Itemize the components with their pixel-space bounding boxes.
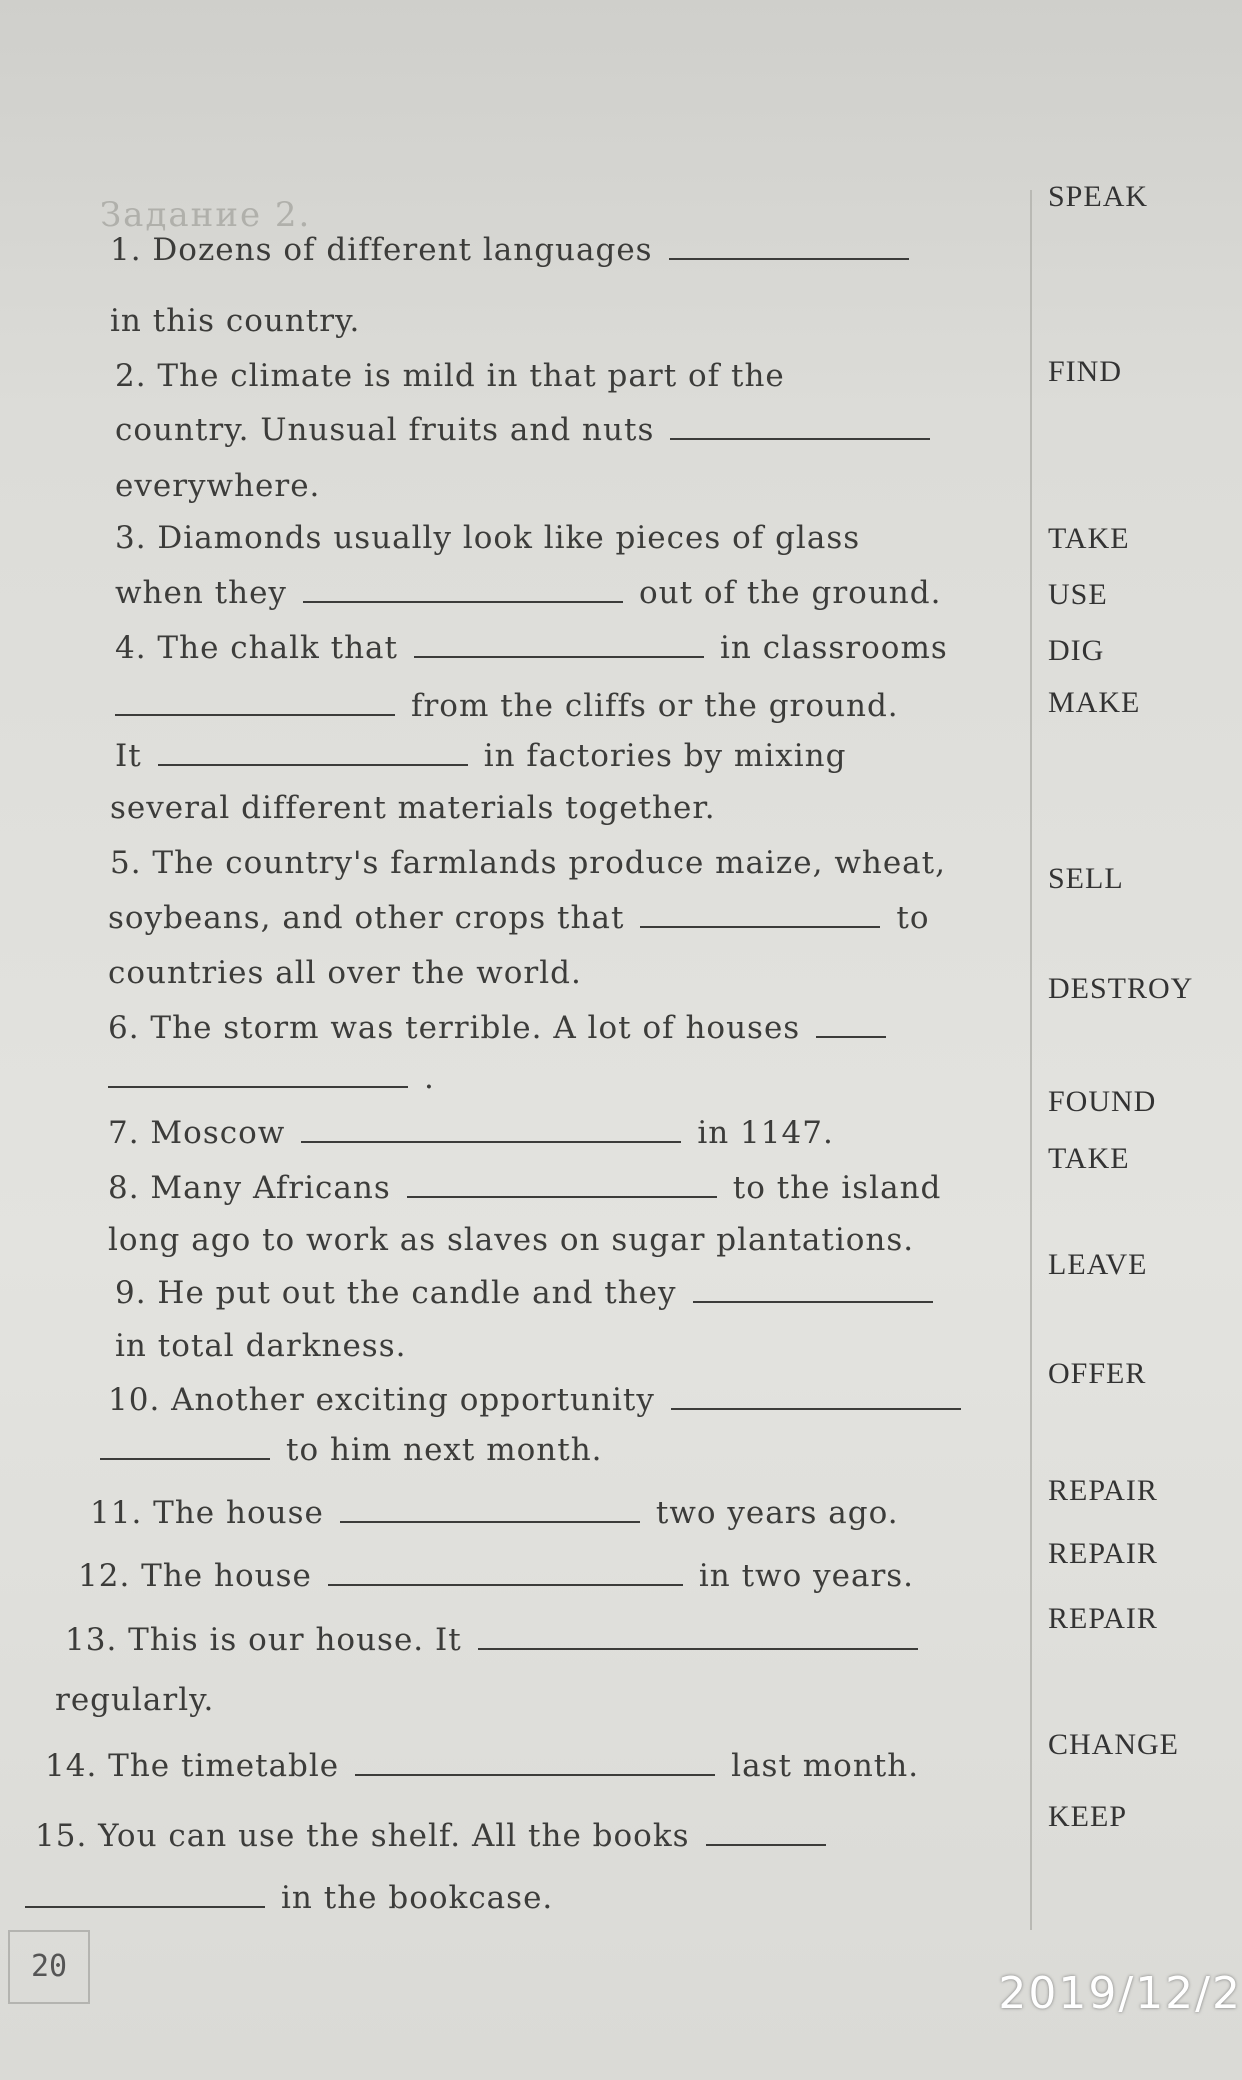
sentence-line: 6. The storm was terrible. A lot of houses xyxy=(108,1010,902,1046)
verb-hint: SPEAK xyxy=(1048,180,1149,213)
sentence-line: regularly. xyxy=(55,1682,215,1718)
answer-blank[interactable] xyxy=(100,1432,270,1460)
sentence-line: soybeans, and other crops that to xyxy=(108,900,930,936)
answer-blank[interactable] xyxy=(340,1495,640,1523)
sentence-line: 1. Dozens of different languages xyxy=(110,232,925,268)
verb-hint: DESTROY xyxy=(1048,972,1194,1005)
sentence-line: 2. The climate is mild in that part of the xyxy=(115,358,785,394)
sentence-line: 5. The country's farmlands produce maize, wheat, xyxy=(110,845,946,881)
sentence-line: everywhere. xyxy=(115,468,321,504)
answer-blank[interactable] xyxy=(816,1010,886,1038)
answer-blank[interactable] xyxy=(478,1622,918,1650)
sentence-line: 10. Another exciting opportunity xyxy=(108,1382,977,1418)
sentence-line: countries all over the world. xyxy=(108,955,582,991)
sentence-line: 15. You can use the shelf. All the books xyxy=(35,1818,842,1854)
answer-blank[interactable] xyxy=(407,1170,717,1198)
verb-hint: TAKE xyxy=(1048,522,1130,555)
verb-hint: CHANGE xyxy=(1048,1728,1179,1761)
verb-hint: KEEP xyxy=(1048,1800,1127,1833)
answer-blank[interactable] xyxy=(671,1382,961,1410)
answer-blank[interactable] xyxy=(108,1060,408,1088)
verb-hint: REPAIR xyxy=(1048,1474,1158,1507)
answer-blank[interactable] xyxy=(301,1115,681,1143)
sentence-line: 4. The chalk that in classrooms xyxy=(115,630,948,666)
sentence-line: 13. This is our house. It xyxy=(65,1622,934,1658)
sentence-line: in the bookcase. xyxy=(25,1880,569,1916)
answer-blank[interactable] xyxy=(328,1558,683,1586)
verb-hint: REPAIR xyxy=(1048,1602,1158,1635)
sentence-line: from the cliffs or the ground. xyxy=(115,688,915,724)
column-divider xyxy=(1030,190,1032,1930)
sentence-line: in this country. xyxy=(110,303,361,339)
sentence-line: It in factories by mixing xyxy=(115,738,847,774)
answer-blank[interactable] xyxy=(158,738,468,766)
sentence-line: country. Unusual fruits and nuts xyxy=(115,412,946,448)
answer-blank[interactable] xyxy=(115,688,395,716)
verb-hint: DIG xyxy=(1048,634,1105,667)
photo-timestamp: 2019/12/2 xyxy=(998,1968,1242,2019)
sentence-line: 12. The house in two years. xyxy=(78,1558,915,1594)
sentence-line: long ago to work as slaves on sugar plantations. xyxy=(108,1222,915,1258)
verb-hint: LEAVE xyxy=(1048,1248,1148,1281)
verb-hint: TAKE xyxy=(1048,1142,1130,1175)
sentence-line: in total darkness. xyxy=(115,1328,407,1364)
verb-hint: MAKE xyxy=(1048,686,1141,719)
answer-blank[interactable] xyxy=(693,1275,933,1303)
sentence-line: 8. Many Africans to the island xyxy=(108,1170,942,1206)
sentence-line: to him next month. xyxy=(100,1432,619,1468)
verb-hint: OFFER xyxy=(1048,1357,1147,1390)
page-number: 20 xyxy=(8,1930,90,2004)
sentence-line: several different materials together. xyxy=(110,790,716,826)
answer-blank[interactable] xyxy=(640,900,880,928)
answer-blank[interactable] xyxy=(355,1748,715,1776)
sentence-line: when they out of the ground. xyxy=(115,575,942,611)
sentence-line: 14. The timetable last month. xyxy=(45,1748,920,1784)
answer-blank[interactable] xyxy=(414,630,704,658)
answer-blank[interactable] xyxy=(706,1818,826,1846)
sentence-line: 9. He put out the candle and they xyxy=(115,1275,949,1311)
sentence-line: 11. The house two years ago. xyxy=(90,1495,899,1531)
answer-blank[interactable] xyxy=(669,232,909,260)
answer-blank[interactable] xyxy=(670,412,930,440)
verb-hint: FOUND xyxy=(1048,1085,1157,1118)
answer-blank[interactable] xyxy=(25,1880,265,1908)
verb-hint: FIND xyxy=(1048,355,1123,388)
verb-hint: USE xyxy=(1048,578,1108,611)
sentence-line: 7. Moscow in 1147. xyxy=(108,1115,834,1151)
exercise-heading: Задание 2. xyxy=(100,195,312,235)
verb-hint: SELL xyxy=(1048,862,1124,895)
sentence-line: 3. Diamonds usually look like pieces of glass xyxy=(115,520,861,556)
answer-blank[interactable] xyxy=(303,575,623,603)
verb-hint: REPAIR xyxy=(1048,1537,1158,1570)
sentence-line: . xyxy=(108,1060,451,1096)
